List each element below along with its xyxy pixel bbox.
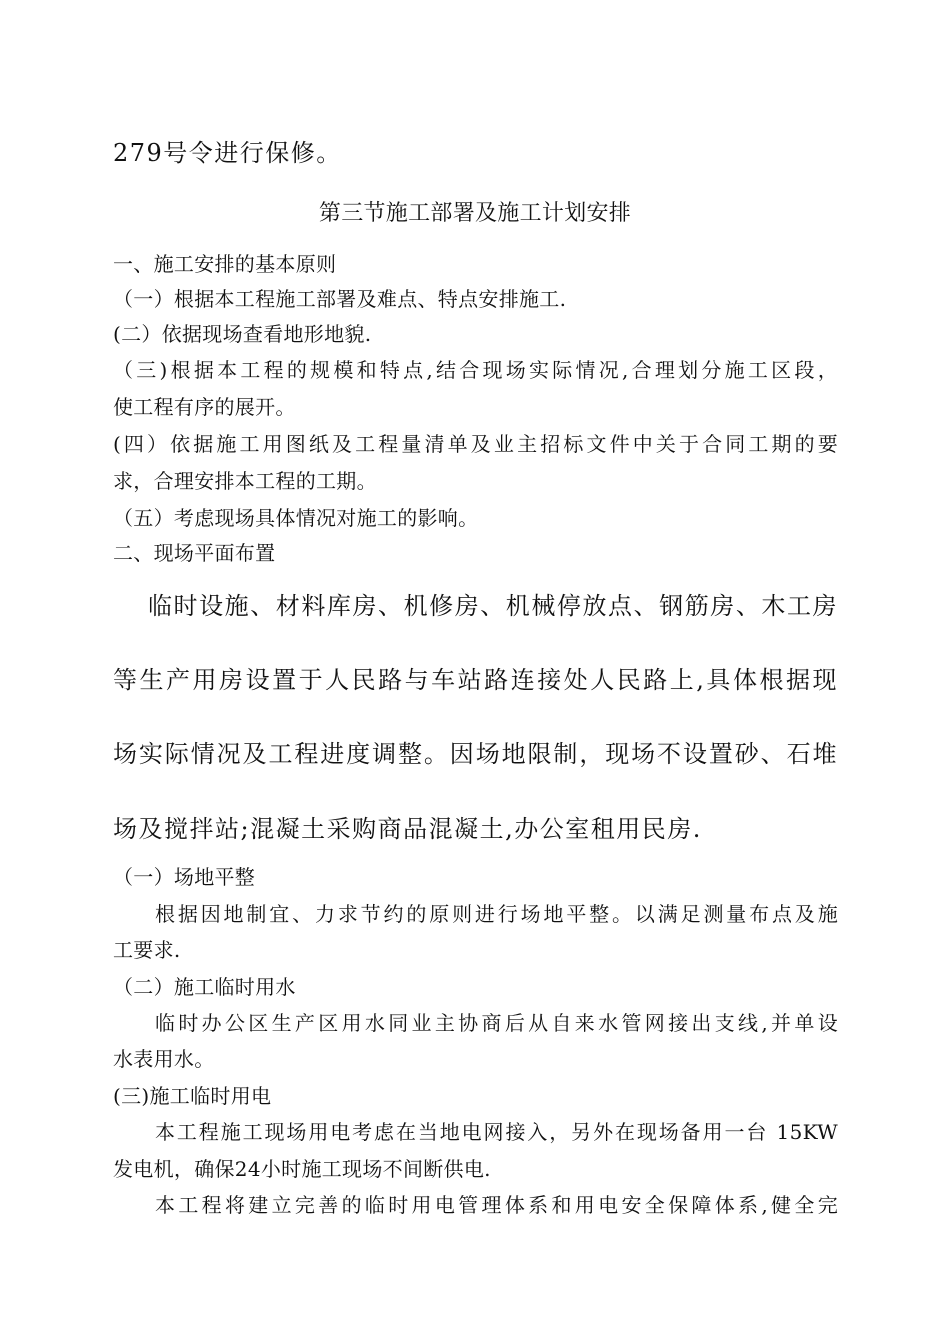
- subheading-temp-water: （二）施工临时用水: [113, 975, 296, 999]
- text-line: 本工程施工现场用电考虑在当地电网接入，另外在现场备用一台 15KW: [155, 1120, 838, 1144]
- text-line: 求，合理安排本工程的工期。: [113, 469, 377, 493]
- text-line: 临时办公区生产区用水同业主协商后从自来水管网接出支线,并单设: [155, 1011, 838, 1035]
- list-item: (四）依据施工用图纸及工程量清单及业主招标文件中关于合同工期的要: [113, 432, 838, 456]
- text-line: 使工程有序的展开。: [113, 395, 296, 419]
- list-item: (二）依据现场查看地形地貌.: [113, 322, 372, 346]
- text-line: 场实际情况及工程进度调整。因场地限制，现场不设置砂、石堆: [113, 740, 838, 768]
- text-line: 根据因地制宜、力求节约的原则进行场地平整。以满足测量布点及施: [155, 902, 838, 926]
- text-line: 临时设施、材料库房、机修房、机械停放点、钢筋房、木工房: [148, 592, 838, 620]
- list-item: （五）考虑现场具体情况对施工的影响。: [113, 506, 479, 530]
- text-line: 工要求.: [113, 938, 181, 962]
- text-line: 水表用水。: [113, 1047, 215, 1071]
- list-item: （一）根据本工程施工部署及难点、特点安排施工.: [113, 287, 567, 311]
- heading-site-layout: 二、现场平面布置: [113, 541, 276, 565]
- text-line: 发电机，确保24小时施工现场不间断供电.: [113, 1157, 491, 1181]
- text-line: 本工程将建立完善的临时用电管理体系和用电安全保障体系,健全完: [155, 1193, 838, 1217]
- list-item: （三)根据本工程的规模和特点,结合现场实际情况,合理划分施工区段，: [113, 358, 838, 382]
- subheading-temp-power: (三)施工临时用电: [113, 1084, 272, 1108]
- text-line: 等生产用房设置于人民路与车站路连接处人民路上,具体根据现: [113, 666, 838, 694]
- text-line: 场及搅拌站;混凝土采购商品混凝土,办公室租用民房.: [113, 815, 702, 843]
- text-line: 279号令进行保修。: [113, 139, 342, 167]
- section-title: 第三节施工部署及施工计划安排: [318, 201, 632, 226]
- subheading-site-leveling: （一）场地平整: [113, 865, 256, 889]
- heading-basic-principles: 一、施工安排的基本原则: [113, 252, 337, 276]
